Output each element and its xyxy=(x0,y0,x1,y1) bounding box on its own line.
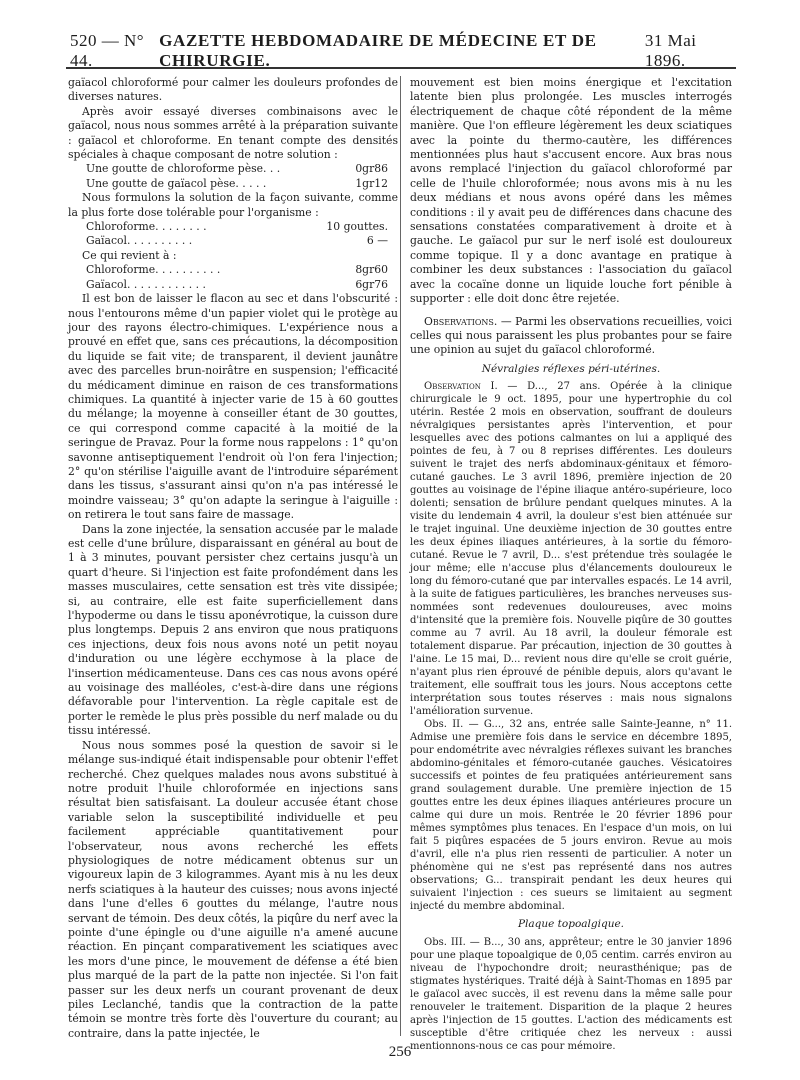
page-number: 256 xyxy=(388,1044,412,1060)
row-value: 0gr86 xyxy=(355,162,388,176)
observations-paragraph xyxy=(410,315,732,358)
left-column xyxy=(68,76,398,1040)
right-column xyxy=(410,76,732,1053)
paragraph: Nous nous sommes posé la question de savoir si le mélange sus-indiqué était indispensable pour obtenir l'effet recherché. Chez quelques malades nous avons substitué à notre produit l'huile chloroformée en injections sans résultat bien satisfaisant. La douleur accusée étant chose variable selon la susceptibilité individuelle et peu facilement appréciable quantitativement pour l'observateur, nous avons recherché les effets physiologiques de notre médicament obtenus sur un vigoureux lapin de 3 kilogrammes. Ayant mis à nu les deux nerfs sciatiques à la hauteur des cuisses; nous avons injecté dans l'une d'elles 6 gouttes du mélange, l'autre nous servant de témoin. Des deux côtés, la piqûre du nerf avec la pointe d'une épingle ou d'une aiguille n'a amené aucune réaction. En pinçant comparativement les sciatiques avec les mors d'une pince, le mouvement de défense a été bien plus marqué de la part de la patte non injectée. Si l'on fait passer sur les deux nerfs un courant provenant de deux piles Leclanché, tandis que la contraction de la patte témoin se montre très forte dès l'ouverture du courant; au contraire, dans la patte injectée, le xyxy=(68,738,398,1040)
formula-row xyxy=(68,220,398,234)
paragraph: gaïacol chloroformé pour calmer les douleurs profondes de diverses natures. xyxy=(68,76,398,104)
density-row xyxy=(68,162,398,176)
paragraph-text: — Parmi les observations recueillies, voici celles qui nous paraissent les plus probantes pour se faire une opinion au sujet du gaïacol chloroformé. xyxy=(410,314,732,357)
running-header xyxy=(70,31,730,70)
observation-heading: Observation I. xyxy=(424,381,498,393)
subheading: Plaque topoalgique. xyxy=(517,918,625,931)
row-label: Chloroforme. . . . . . . . xyxy=(86,220,207,234)
paragraph: Il est bon de laisser le flacon au sec et dans l'obscurité : nous l'entourons même d'un papier violet qui le protège au jour des rayons électro-chimiques. L'expérience nous a prouvé en effet que, sans ces précautions, la décomposition du liquide se fait vite; de transparent, il devient jaunâtre avec des parcelles brun-noirâtre en suspension; l'efficacité du médicament diminue en raison de ces transformations chimiques. La quantité à injecter varie de 15 à 60 gouttes du mélange; la moyenne à conseiller étant de 30 gouttes, ce qui correspond comme capacité à la moitié de la seringue de Pravaz. Pour la forme nous rappelons : 1° qu'on savonne antiseptiquement l'endroit où l'on fera l'injection; 2° qu'on stérilise l'aiguille avant de l'introduire séparément dans les tissus, s'assurant ainsi qu'on n'a pas intéressé le moindre vaisseau; 3° qu'on adapte la seringue à l'aiguille : on retirera le tout sans faire de massage. xyxy=(68,292,398,522)
observation-text: — B..., 30 ans, apprêteur; entre le 30 janvier 1896 pour une plaque topoalgique de 0,05 centim. carrés environ au niveau de l'hypochondre droit; neurasthénique; pas de stigmates hystériques. Traité déjà à Saint-Thomas en 1895 par le gaïacol avec succès, il est revenu dans la même salle pour renouveler le traitement. Disparition de la plaque 2 heures après l'injection de 15 gouttes. L'action des médicaments est susceptible d'être critiquée chez les nerveux : aussi mentionnons-nous ce cas pour mémoire. xyxy=(410,936,732,1052)
observation-3 xyxy=(410,936,732,1053)
density-row xyxy=(68,177,398,191)
row-label: Chloroforme. . . . . . . . . . xyxy=(86,263,221,277)
paragraph: Nous formulons la solution de la façon suivante, comme la plus forte dose tolérable pour l'organisme : xyxy=(68,191,398,219)
row-value: 6 — xyxy=(366,234,388,248)
journal-title: GAZETTE HEBDOMADAIRE DE MÉDECINE ET DE CHIRURGIE. xyxy=(159,31,597,70)
row-label: Gaïacol. . . . . . . . . . . . xyxy=(86,277,206,291)
row-value: 6gr76 xyxy=(355,277,388,291)
page-reference: 520 — N° 44. xyxy=(70,31,145,70)
paragraph: Après avoir essayé diverses combinaisons avec le gaïacol, nous nous sommes arrêté à la préparation suivante : gaïacol et chloroforme. En tenant compte des densités spéciales à chaque composant de notre solution : xyxy=(68,104,398,162)
observation-1 xyxy=(410,380,732,718)
row-value: 8gr60 xyxy=(355,263,388,277)
observation-text: — D..., 27 ans. Opérée à la clinique chirurgicale le 9 oct. 1895, pour une hypertrophie du col utérin. Restée 2 mois en observation, souffrant de douleurs névralgiques persistantes après l'intervention, et pour lesquelles avec des potions calmantes on lui a appliqué des pointes de feu, à 7 ou 8 reprises différentes. Les douleurs suivent le trajet des nerfs abdominaux-génitaux et fémoro-cutané gauches. Le 3 avril 1896, première injection de 20 gouttes au voisinage de l'épine iliaque antéro-supérieure, loco dolenti; sensation de brûlure pendant quelques minutes. A la visite du lendemain 4 avril, la douleur s'est bien atténuée sur le trajet inguinal. Une deuxième injection de 30 gouttes entre les deux épines iliaques antérieures, à la sortie du fémoro-cutané. Revue le 7 avril, D... s'est prétendue très soulagée le jour même; elle n'accuse plus d'élancements douloureux le long du fémoro-cutané que par intervalles espacés. Le 14 avril, à la suite de fatigues particulières, les branches nerveuses sus-nommées sont redevenues douloureuses, avec moins d'intensité que la première fois. Nouvelle piqûre de 30 gouttes comme au 7 avril. Au 18 avril, la douleur fémorale est totalement disparue. Par précaution, injection de 30 gouttes à l'aine. Le 15 mai, D... revient nous dire qu'elle se croit guérie, n'ayant plus rien éprouvé de pénible depuis, alors qu'avant le traitement, elle souffrait tous les jours. Nous acceptons cette interprétation sous toutes réserves : mais nous signalons l'amélioration survenue. xyxy=(410,381,732,718)
observation-heading: Obs. II. xyxy=(424,719,464,731)
observation-text: — G..., 32 ans, entrée salle Sainte-Jeanne, n° 11. Admise une première fois dans le service en décembre 1895, pour endométrite avec névralgies réflexes suivant les branches abdomino-génitales et fémoro-cutanée gauches. Vésicatoires successifs et pointes de feu pratiquées antérieurement sans grand soulagement durable. Une première injection de 15 gouttes entre les deux épines iliaques antérieures procure un calme qui dure un mois. Rentrée le 20 février 1896 pour mêmes symptômes plus tenaces. En l'espace d'un mois, on lui fait 5 piqûres espacées de 5 jours environ. Revue au mois d'avril, elle n'a plus rien ressenti de particulier. A noter un phénomène qui ne s'est pas représenté dans nos autres observations; G... transpirait pendant les deux heures qui suivaient l'injection : ces sueurs se limitaient au segment injecté du membre abdominal. xyxy=(410,719,732,913)
observation-heading: Obs. III. xyxy=(424,936,466,948)
subheading: Névralgies réflexes péri-utérines. xyxy=(481,362,661,375)
issue-date: 31 Mai 1896. xyxy=(644,31,697,70)
paragraph: Ce qui revient à : xyxy=(82,248,177,262)
row-label: Gaïacol. . . . . . . . . . xyxy=(86,234,193,248)
paragraph: mouvement est bien moins énergique et l'excitation latente bien plus prolongée. Les muscles interrogés électriquement de chaque côté répondent de la même manière. Que l'on effleure légèrement les deux sciatiques avec la pointe du thermo-cautère, les différences mentionnées plus haut s'accusent encore. Aux bras nous avons remplacé l'injection du gaïacol chloroformé par celle de l'huile chloroformée; nous avons mis à nu les deux médians et nous avons opéré dans les mêmes conditions : il y avait peu de différences dans chacune des sensations constatées comparativement à droite et à gauche. Le gaïacol pur sur le nerf isolé est douloureux comme topique. Il y a donc avantage en pratique à combiner les deux substances : l'association du gaïacol avec la cocaïne donne un liquide louche fort pénible à supporter : elle doit donc être rejetée. xyxy=(410,76,732,306)
formula-row xyxy=(68,263,398,277)
formula-row xyxy=(68,278,398,292)
observation-2 xyxy=(410,718,732,913)
row-label: Une goutte de gaïacol pèse. . . . . xyxy=(86,176,267,190)
row-value: 1gr12 xyxy=(355,176,388,190)
header-rule xyxy=(66,67,736,69)
column-divider xyxy=(400,76,401,1036)
row-value: 10 gouttes. xyxy=(326,220,388,234)
section-heading: Observations. xyxy=(424,314,498,328)
row-label: Une goutte de chloroforme pèse. . . xyxy=(86,162,281,176)
formula-row xyxy=(68,234,398,248)
paragraph: Dans la zone injectée, la sensation accusée par le malade est celle d'une brûlure, disparaissant en général au bout de 1 à 3 minutes, pouvant persister chez certains jusqu'à un quart d'heure. Si l'injection est faite profondément dans les masses musculaires, cette sensation est très vite dissipée; si, au contraire, elle est faite superficiellement dans l'hypoderme ou dans le tissu aponévrotique, la cuisson dure plus longtemps. Depuis 2 ans environ que nous pratiquons ces injections, deux fois nous avons noté un petit noyau d'induration ou une légère ecchymose à la place de l'insertion médicamenteuse. Dans ces cas nous avons opéré au voisinage des malléoles, c'est-à-dire dans une régions défavorable pour l'intervention. La règle capitale est de porter le remède le plus près possible du nerf malade ou du tissu intéressé. xyxy=(68,522,398,738)
